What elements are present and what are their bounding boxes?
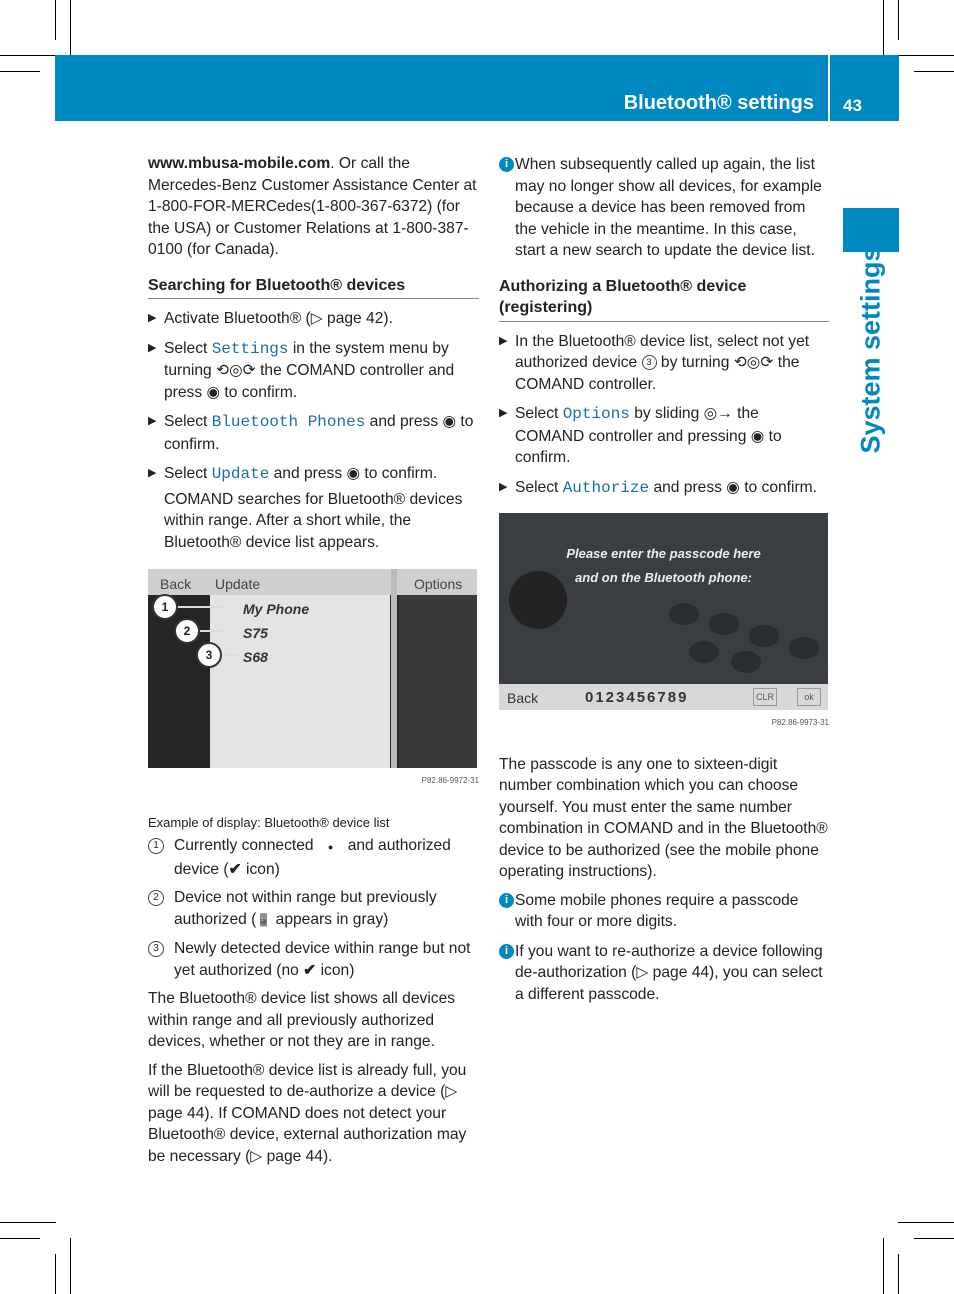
arrow-icon: ▶: [148, 467, 157, 479]
screen-device-item: S68: [243, 649, 268, 665]
device-list-screenshot: [148, 569, 477, 768]
crop-mark: [883, 0, 884, 56]
crop-mark: [70, 1238, 71, 1294]
menu-item-authorize: Authorize: [562, 478, 650, 497]
section-heading: Authorizing a Bluetooth® device (registering): [499, 276, 829, 322]
legend-number: 3: [148, 941, 164, 957]
crop-mark: [0, 1238, 40, 1239]
instruction-step: ▶ Select Authorize and press ◉ to confirm.: [499, 478, 817, 497]
crop-mark: [914, 1238, 954, 1239]
screen-back-label: Back: [160, 576, 192, 592]
screen-button: [731, 651, 761, 673]
screen-ok-button: ok: [797, 688, 821, 706]
info-note: i Some mobile phones require a passcode with four or more digits.: [499, 890, 829, 933]
arrow-icon: ▶: [148, 312, 157, 324]
website-link[interactable]: www.mbusa-mobile.com: [148, 155, 331, 172]
instruction-step: ▶ Select Update and press ◉ to confirm. COMAND searches for Bluetooth® devices within range. After a short while, the Bluetooth® device list appears.: [148, 463, 479, 553]
info-icon: i: [499, 157, 514, 172]
info-icon: i: [499, 893, 514, 908]
crop-mark: [0, 71, 40, 72]
crop-mark: [898, 1222, 954, 1223]
legend-number: 1: [148, 838, 164, 854]
side-section-title: System settings: [855, 246, 886, 454]
crop-mark: [55, 1254, 56, 1294]
callout-marker: 1: [152, 594, 178, 620]
arrow-icon: ▶: [499, 407, 508, 419]
screen-clr-button: CLR: [753, 688, 777, 706]
phone-icon: 📱: [256, 912, 272, 927]
arrow-icon: ▶: [148, 341, 157, 354]
crop-mark: [55, 0, 56, 40]
screen-back-label: Back: [507, 690, 539, 706]
screen-button: [669, 603, 699, 625]
crop-mark: [898, 0, 899, 40]
instruction-step: ▶ Activate Bluetooth® (▷ page 42).: [148, 308, 479, 330]
crop-mark: [898, 1254, 899, 1294]
marker-line: [200, 630, 226, 632]
callout-marker: 3: [196, 642, 222, 668]
legend-item: 1 Currently connected ● and authorized device (✔ icon): [148, 835, 479, 880]
legend-number: 2: [148, 890, 164, 906]
check-icon: ✔: [228, 860, 242, 878]
screen-device-item: S75: [243, 625, 268, 641]
screen-device-item: My Phone: [243, 601, 310, 617]
crop-mark: [883, 1238, 884, 1294]
instruction-step: ▶ Select Settings in the system menu by turning ⟲◎⟳ the COMAND controller and press ◉ to confirm.: [148, 339, 455, 401]
crop-mark: [898, 55, 954, 56]
instruction-step: ▶ Select Bluetooth Phones and press ◉ to confirm.: [148, 413, 474, 453]
header-title: Bluetooth® settings: [623, 92, 814, 114]
arrow-icon: ▶: [499, 334, 508, 347]
bullet-icon: ●: [327, 842, 334, 852]
screen-message-line: and on the Bluetooth phone:: [575, 570, 752, 585]
arrow-icon: ▶: [148, 415, 157, 427]
step-result: COMAND searches for Bluetooth® devices within range. After a short while, the Bluetooth® device list appears.: [164, 490, 463, 551]
body-paragraph: The passcode is any one to sixteen-digit number combination which you can choose yourself. You must enter the same number combination in COMAND and in the Bluetooth® device to be authorized (see the mobile phone operating instructions).: [499, 755, 828, 880]
info-note: i When subsequently called up again, the list may no longer show all devices, for example because a device has been removed from the vehicle in the meantime. In this case, start a new search to update the device list.: [499, 154, 829, 262]
marker-line: [222, 654, 238, 656]
callout-marker: 2: [174, 618, 200, 644]
screen-update-label: Update: [215, 576, 261, 592]
marker-line: [178, 606, 226, 608]
arrow-icon: ▶: [499, 480, 508, 493]
callout-number: 3: [642, 355, 657, 370]
screen-device-list: [210, 595, 390, 768]
screen-message-line: Please enter the passcode here: [566, 546, 761, 561]
screen-scrollbar: [391, 569, 397, 768]
image-code: P82.86-9972-31: [421, 776, 479, 785]
screen-button: [789, 637, 819, 659]
crop-mark: [914, 71, 954, 72]
menu-item-bluetooth-phones: Bluetooth Phones: [211, 413, 366, 431]
left-column: [148, 153, 479, 1174]
screen-button: [689, 641, 719, 663]
crop-mark: [0, 55, 56, 56]
screen-right-panel: [399, 595, 477, 768]
legend-item: 2 Device not within range but previously authorized (📱 appears in gray): [148, 887, 479, 931]
body-paragraph: If the Bluetooth® device list is already full, you will be requested to de-authorize a device (▷ page 44). If COMAND does not detect your Bluetooth® device, external authorization may be necessary (▷ page 44).: [148, 1061, 467, 1165]
header-separator: [828, 55, 830, 121]
side-tab: [843, 208, 899, 252]
menu-item-update: Update: [211, 465, 270, 483]
section-heading: Searching for Bluetooth® devices: [148, 275, 479, 300]
right-column: [499, 154, 829, 1013]
crop-mark: [0, 1222, 56, 1223]
page-number: 43: [843, 96, 862, 115]
screen-digits: 0123456789: [585, 689, 689, 706]
image-caption: Example of display: Bluetooth® device list: [148, 814, 390, 830]
info-note: i If you want to re-authorize a device following de-authorization (▷ page 44), you can select a different passcode.: [499, 941, 829, 1006]
screen-options-label: Options: [414, 576, 463, 592]
info-icon: i: [499, 944, 514, 959]
legend-item: 3 Newly detected device within range but not yet authorized (no ✔ icon): [148, 938, 479, 981]
instruction-step: ▶ In the Bluetooth® device list, select not yet authorized device 3 by turning ⟲◎⟳ the COMAND controller.: [499, 332, 810, 393]
screen-button: [749, 625, 779, 647]
menu-item-options: Options: [562, 405, 630, 423]
body-paragraph: The Bluetooth® device list shows all devices within range and all previously authorized devices, whether or not they are in range.: [148, 990, 456, 1050]
menu-item-settings: Settings: [211, 339, 289, 358]
image-code: P82.86-9973-31: [771, 718, 829, 727]
crop-mark: [70, 0, 71, 56]
screen-button: [709, 613, 739, 635]
check-icon: ✔: [303, 961, 317, 979]
intro-paragraph: www.mbusa-mobile.com. Or call the Mercedes-Benz Customer Assistance Center at 1-800-FOR-MERCedes(1-800-367-6372) (for the USA) or Customer Relations at 1-800-387-0100 (for Canada).: [148, 155, 477, 258]
passcode-screenshot: [499, 513, 828, 710]
instruction-step: ▶ Select Options by sliding ◎→ the COMAND controller and pressing ◉ to confirm.: [499, 405, 782, 466]
screen-bottom-bar: [499, 684, 828, 710]
